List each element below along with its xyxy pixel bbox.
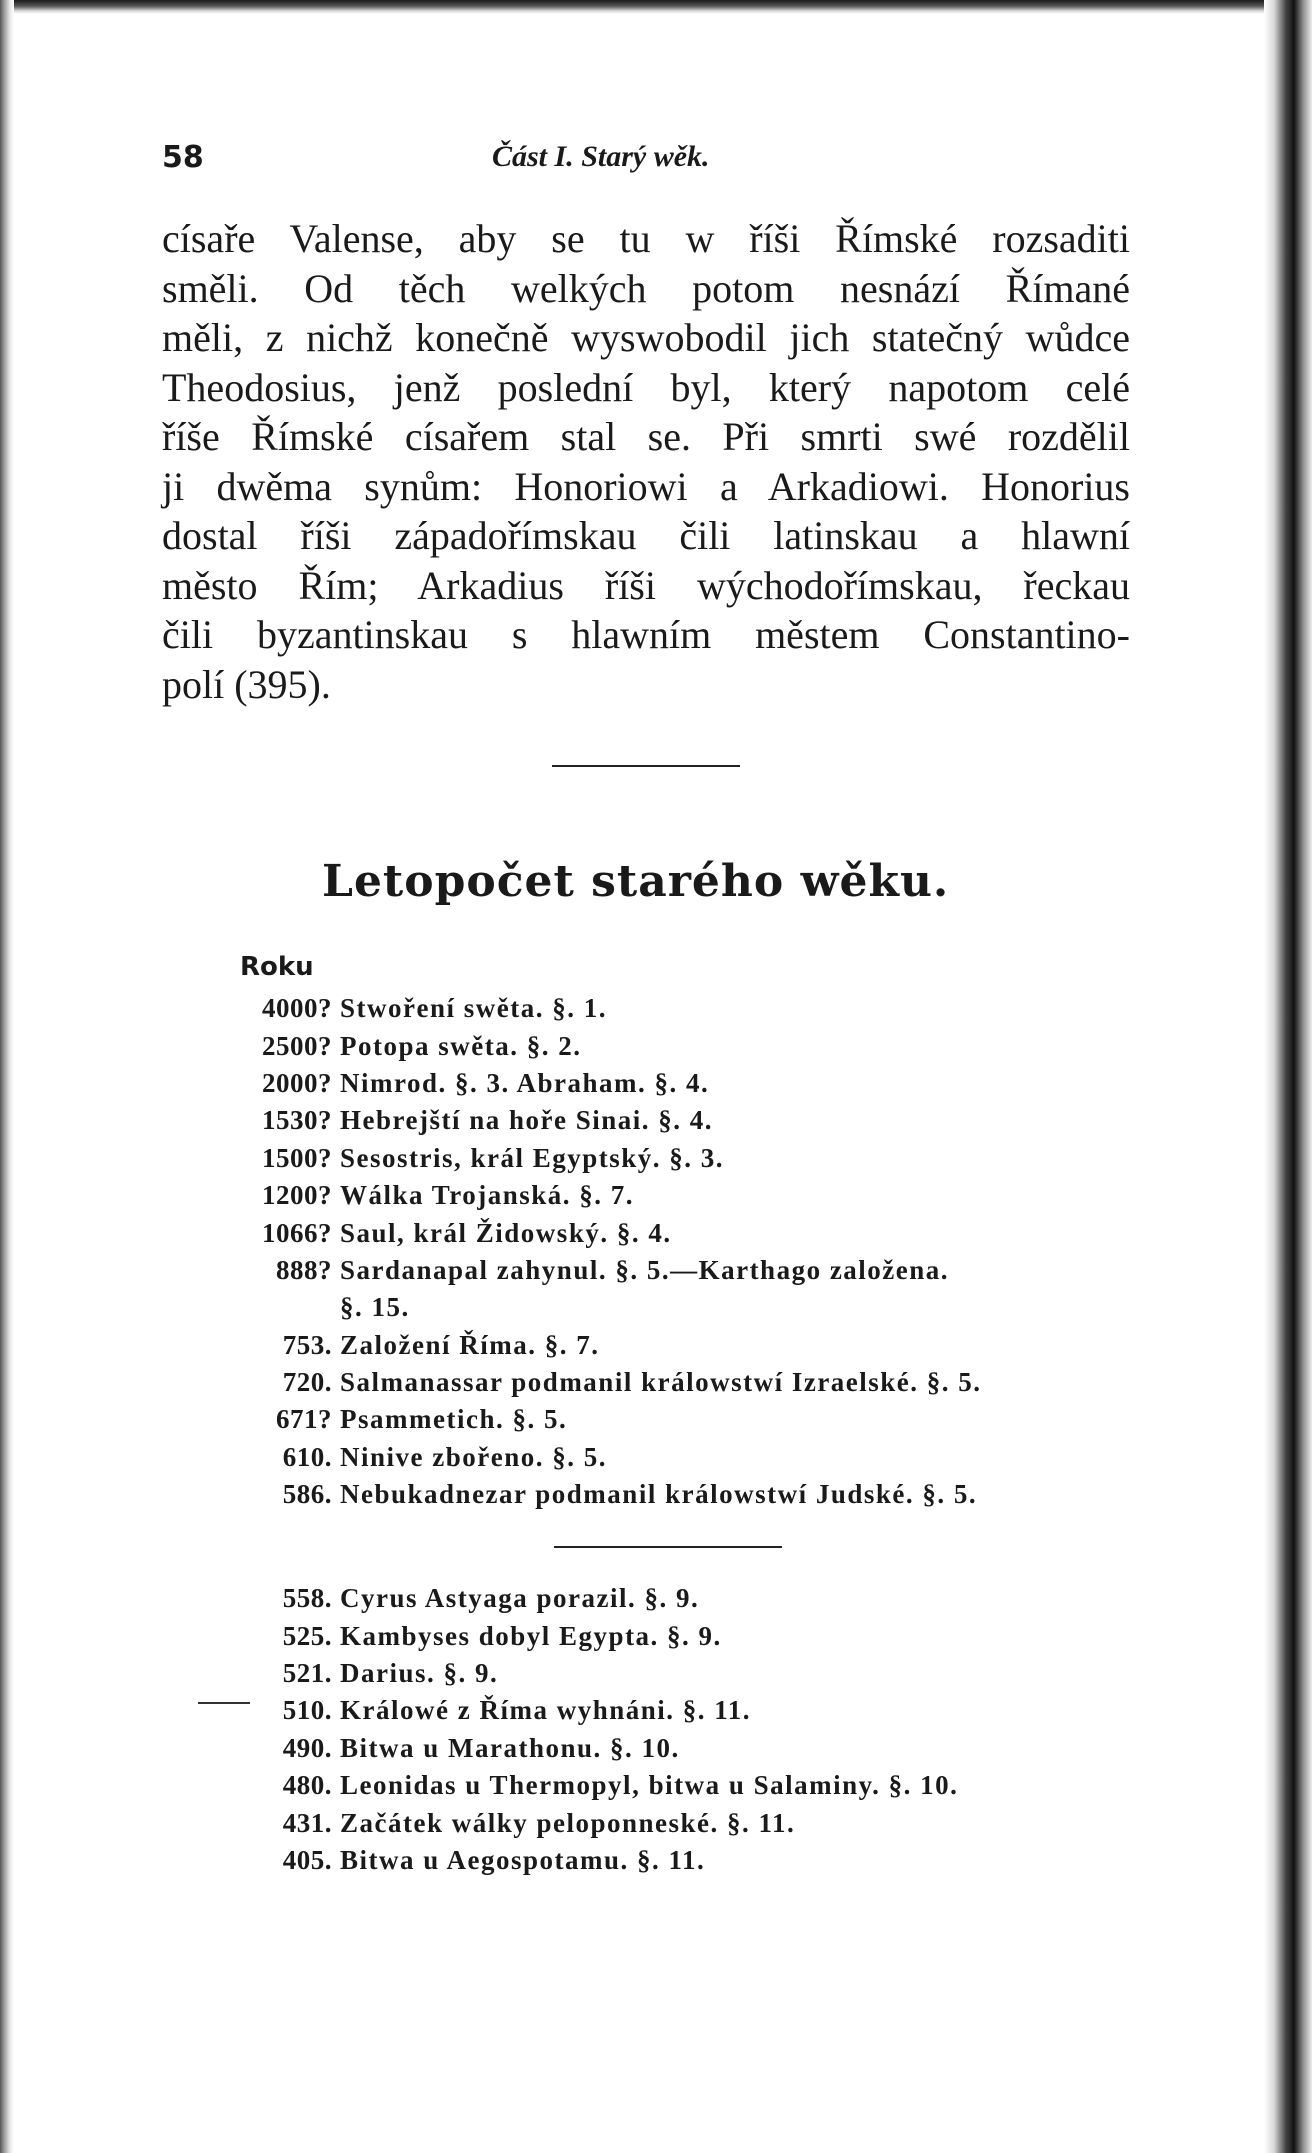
entry-event: Saul, král Židowský. §. 4. xyxy=(340,1217,672,1248)
entry-year: 480. xyxy=(282,1770,332,1801)
chronology-title: Letopočet starého wěku. xyxy=(322,856,950,907)
chronology-entry xyxy=(236,1102,1136,1139)
entry-event: Sardanapal zahynul. §. 5.—Karthago založena. xyxy=(340,1254,950,1285)
entry-year: 888? xyxy=(276,1254,332,1285)
body-line: směli. Od těch welkých potom nesnází Římané xyxy=(162,265,1130,311)
entry-event: Psammetich. §. 5. xyxy=(340,1404,568,1435)
entry-year: 1500? xyxy=(262,1142,332,1173)
body-line: dostal říši západořímskau čili latinskau a hlawní xyxy=(162,513,1130,558)
entry-event: Ninive zbořeno. §. 5. xyxy=(340,1441,607,1472)
entry-event: Bitwa u Marathonu. §. 10. xyxy=(340,1732,680,1763)
body-line: město Řím; Arkadius říši wýchodořímskau, řeckau xyxy=(162,562,1130,608)
running-title: Část I. Starý wěk. xyxy=(492,140,710,173)
chronology-entry xyxy=(236,1439,1136,1476)
chronology-entry xyxy=(236,1617,1136,1654)
entry-event: Králowé z Říma wyhnáni. §. 11. xyxy=(340,1695,752,1726)
entry-year: 431. xyxy=(282,1807,332,1838)
section-divider xyxy=(554,1546,782,1548)
entry-event: §. 15. xyxy=(340,1292,410,1323)
entry-year: 2500? xyxy=(262,1030,332,1061)
entry-event: Začátek wálky peloponneské. §. 11. xyxy=(340,1807,796,1838)
entry-year: 490. xyxy=(282,1732,332,1763)
body-line: polí (395). xyxy=(162,661,331,707)
chronology-entry xyxy=(236,1327,1136,1364)
entry-year: 525. xyxy=(282,1620,332,1651)
entry-year: 671? xyxy=(276,1404,332,1435)
chronology-entry xyxy=(236,1065,1136,1102)
roku-label: Roku xyxy=(240,952,314,982)
chronology-entry xyxy=(236,1767,1136,1804)
entry-event: Leonidas u Thermopyl, bitwa u Salaminy. §. 10. xyxy=(340,1770,959,1801)
chronology-entry xyxy=(236,1177,1136,1214)
chronology-entry xyxy=(236,1580,1136,1617)
running-head xyxy=(162,140,782,180)
body-line: Theodosius, jenž poslední byl, který napotom celé xyxy=(162,364,1130,410)
chronology-list-ancient xyxy=(236,990,1136,1513)
entry-event: Stwoření swěta. §. 1. xyxy=(340,993,607,1024)
entry-event: Nebukadnezar podmanil králowstwí Judské. §. 5. xyxy=(340,1479,978,1510)
entry-year: 405. xyxy=(282,1844,332,1875)
entry-event: Salmanassar podmanil králowstwí Izraelské. §. 5. xyxy=(340,1367,982,1398)
entry-year: 2000? xyxy=(262,1067,332,1098)
entry-year: 558. xyxy=(282,1583,332,1614)
chronology-entry xyxy=(236,1027,1136,1064)
body-line: říše Římské císařem stal se. Při smrti swé rozdělil xyxy=(162,414,1130,459)
entry-year: 4000? xyxy=(262,993,332,1024)
entry-event: Darius. §. 9. xyxy=(340,1657,499,1688)
body-line: císaře Valense, aby se tu w říši Římské rozsaditi xyxy=(162,216,1130,261)
entry-year: 1200? xyxy=(262,1180,332,1211)
body-line: ji dwěma synům: Honoriowi a Arkadiowi. Honorius xyxy=(162,463,1130,509)
book-spine-shadow xyxy=(1264,0,1312,2153)
chronology-entry xyxy=(236,1364,1136,1401)
entry-event: Potopa swěta. §. 2. xyxy=(340,1030,582,1061)
chronology-entry xyxy=(236,1214,1136,1251)
entry-event: Nimrod. §. 3. Abraham. §. 4. xyxy=(340,1067,710,1098)
entry-event: Wálka Trojanská. §. 7. xyxy=(340,1180,635,1211)
entry-year: 586. xyxy=(282,1479,332,1510)
chronology-entry xyxy=(236,1730,1136,1767)
entry-year: 610. xyxy=(282,1441,332,1472)
chronology-entry xyxy=(236,1476,1136,1513)
entry-year: 1066? xyxy=(262,1217,332,1248)
chronology-entry xyxy=(236,1401,1136,1438)
chronology-entry xyxy=(236,1842,1136,1879)
entry-year: 510. xyxy=(282,1695,332,1726)
section-divider xyxy=(552,765,740,767)
entry-year: 753. xyxy=(282,1329,332,1360)
entry-event: Sesostris, král Egyptský. §. 3. xyxy=(340,1142,725,1173)
entry-event: Hebrejští na hoře Sinai. §. 4. xyxy=(340,1105,714,1136)
entry-event: Cyrus Astyaga porazil. §. 9. xyxy=(340,1583,700,1614)
chronology-entry xyxy=(236,1655,1136,1692)
entry-event: Kambyses dobyl Egypta. §. 9. xyxy=(340,1620,722,1651)
body-line: čili byzantinskau s hlawním městem Constantino- xyxy=(162,612,1130,657)
chronology-entry xyxy=(236,1140,1136,1177)
chronology-entry xyxy=(236,1692,1136,1729)
chronology-entry xyxy=(236,1252,1136,1289)
page-number: 58 xyxy=(162,140,204,175)
body-paragraph xyxy=(162,214,1130,709)
entry-year: 1530? xyxy=(262,1105,332,1136)
entry-year: 720. xyxy=(282,1367,332,1398)
body-line: měli, z nichž konečně wyswobodil jich statečný wůdce xyxy=(162,315,1130,360)
entry-event: Založení Říma. §. 7. xyxy=(340,1329,600,1360)
entry-event: Bitwa u Aegospotamu. §. 11. xyxy=(340,1844,706,1875)
chronology-entry xyxy=(236,990,1136,1027)
chronology-list-persian-greek xyxy=(236,1580,1136,1879)
chronology-entry-continuation xyxy=(236,1289,1136,1326)
entry-year: 521. xyxy=(282,1657,332,1688)
chronology-entry xyxy=(236,1804,1136,1841)
